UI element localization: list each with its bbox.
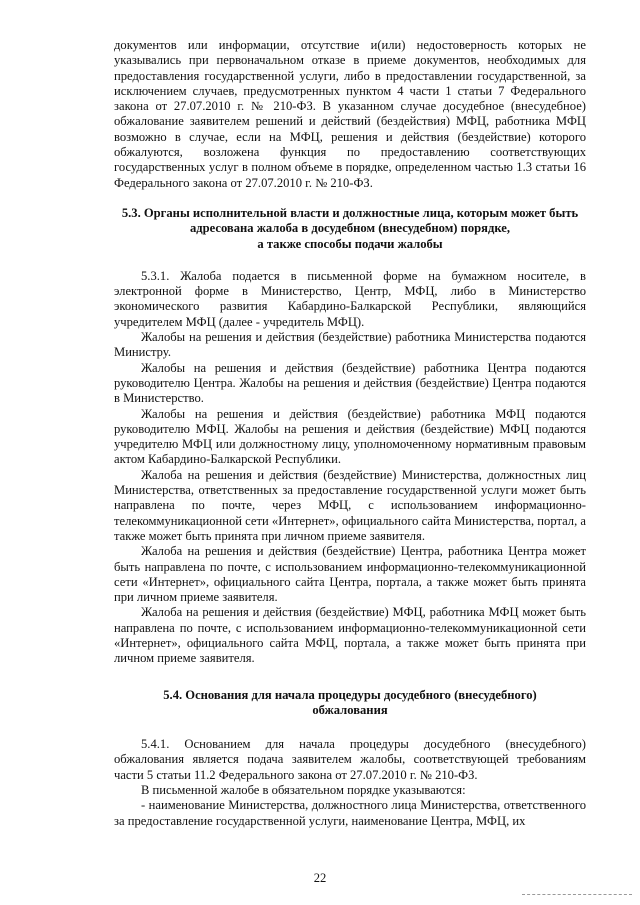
heading-line: 5.4. Основания для начала процедуры досудебного (внесудебного) xyxy=(163,687,537,702)
heading-line: 5.3. Органы исполнительной власти и должностные лица, которым может быть xyxy=(121,205,579,220)
page-body xyxy=(114,38,586,829)
scan-artifact xyxy=(522,894,632,897)
paragraph-ministry-complaint: Жалоба на решения и действия (бездействие) Министерства, должностных лиц Министерства, ответственных за предоставление государственной услуги может быть направлена по почте, через МФЦ, с использованием информационно-телекоммуникационной сети «Интернет», официального сайта Министерства, портал, а также может быть принята при личном приеме заявителя. xyxy=(114,467,586,543)
section-5-3-heading xyxy=(114,206,586,252)
page-number: 22 xyxy=(313,871,327,885)
heading-line: а также способы подачи жалобы xyxy=(257,236,443,251)
intro-paragraph: документов или информации, отсутствие и(или) недостоверность которых не указывались при первоначальном отказе в приеме документов, необходимых для предоставления государственной услуги, либо в предоставлении государственной, за исключением случаев, предусмотренных пунктом 4 части 1 статьи 7 Федерального закона от 27.07.2010 г. № 210-ФЗ. В указанном случае досудебное (внесудебное) обжалование заявителем решений и действий (бездействия) МФЦ, работника МФЦ возможно в случае, если на МФЦ, решения и действия (бездействие) которого обжалуются, возложена функция по предоставлению соответствующих государственных услуг в полном объеме в порядке, определенном частью 1.3 статьи 16 Федерального закона от 27.07.2010 г. № 210-ФЗ. xyxy=(114,38,586,190)
paragraph-mfc-worker: Жалобы на решения и действия (бездействие) работника МФЦ подаются руководителю МФЦ. Жалобы на решения и действия (бездействие) МФЦ подаются учредителю МФЦ или должностному лицу, уполномоченному нормативным правовым актом Кабардино-Балкарской Республики. xyxy=(114,406,586,467)
paragraph-5-4-1: 5.4.1. Основанием для начала процедуры досудебного (внесудебного) обжалования является подача заявителем жалобы, соответствующей требованиям части 5 статьи 11.2 Федерального закона от 27.07.2010 г. № 210-ФЗ. xyxy=(114,737,586,782)
paragraph-mfc-complaint: Жалоба на решения и действия (бездействие) МФЦ, работника МФЦ может быть направлена по почте, с использованием информационно-телекоммуникационной сети «Интернет», официального сайта МФЦ, портала, а также может быть принята при личном приеме заявителя. xyxy=(114,605,586,666)
paragraph-ministry-worker: Жалобы на решения и действия (бездействие) работника Министерства подаются Министру. xyxy=(114,330,586,360)
section-5-4-heading xyxy=(114,688,586,719)
paragraph-5-3-1: 5.3.1. Жалоба подается в письменной форме на бумажном носителе, в электронной форме в Министерство, Центр, МФЦ, либо в Министерство экономического развития Кабардино-Балкарской Республики, являющийся учредителем МФЦ (далее - учредитель МФЦ). xyxy=(114,268,586,329)
paragraph-list-item: - наименование Министерства, должностного лица Министерства, ответственного за предоставление государственной услуги, наименование Центра, МФЦ, их xyxy=(114,798,586,828)
heading-line: обжалования xyxy=(312,702,388,717)
paragraph-center-worker: Жалобы на решения и действия (бездействие) работника Центра подаются руководителю Центра. Жалобы на решения и действия (бездействие) Центра подаются в Министерство. xyxy=(114,360,586,406)
paragraph-required-fields: В письменной жалобе в обязательном порядке указываются: xyxy=(141,783,466,798)
heading-line: адресована жалоба в досудебном (внесудебном) порядке, xyxy=(189,221,511,236)
paragraph-center-complaint: Жалоба на решения и действия (бездействие) Центра, работника Центра может быть направлена по почте, с использованием информационно-телекоммуникационной сети «Интернет», официального сайта Центра, портала, а также может быть принята при личном приеме заявителя. xyxy=(114,544,586,605)
